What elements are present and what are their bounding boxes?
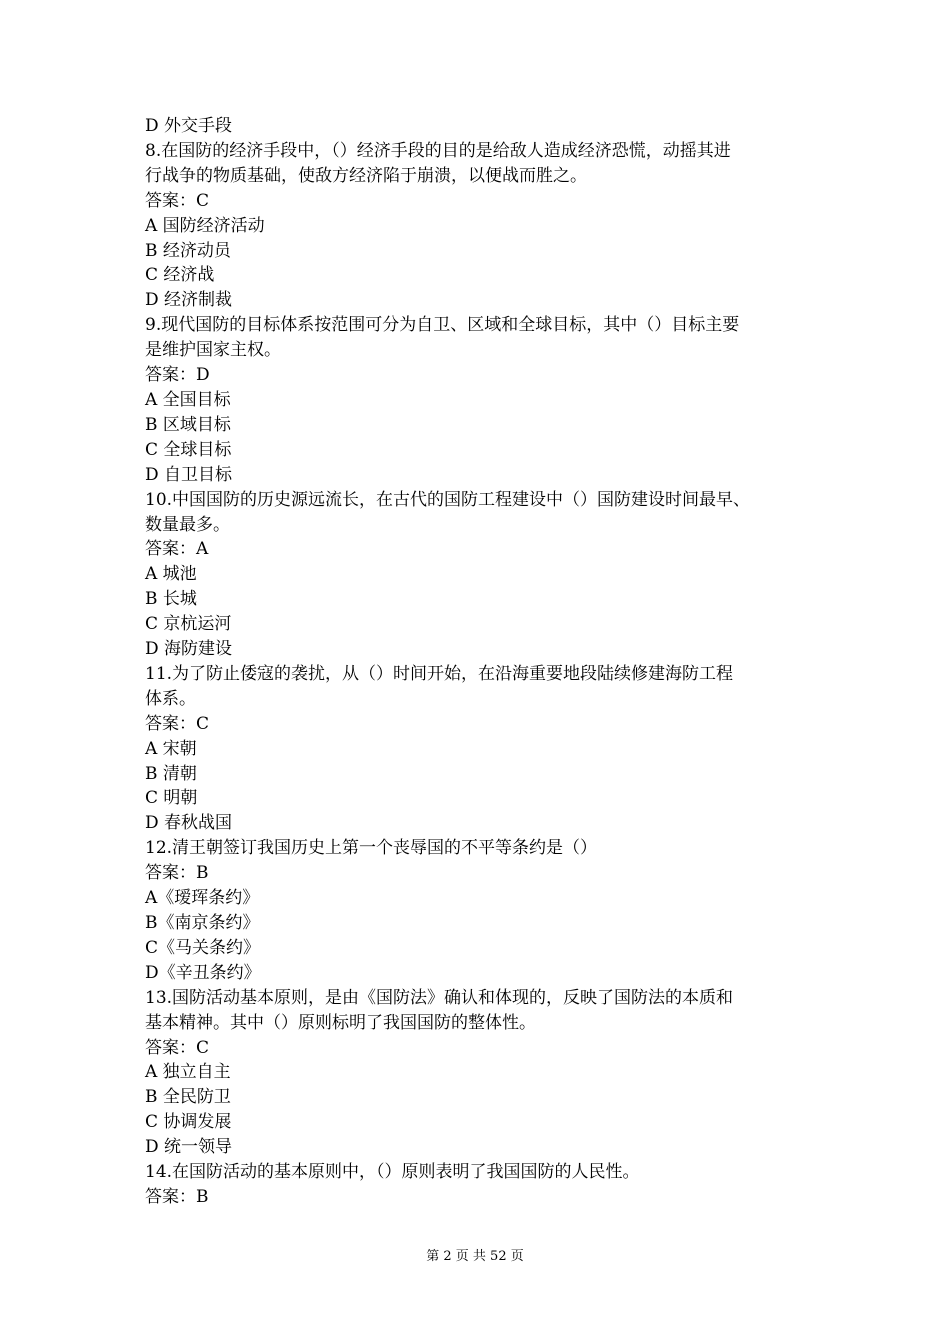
text-line: 答案：C: [145, 190, 210, 211]
text-line: D 自卫目标: [145, 464, 233, 485]
text-line: B 全民防卫: [145, 1087, 231, 1108]
text-line: 11.为了防止倭寇的袭扰，从（）时间开始，在沿海重要地段陆续修建海防工程: [145, 663, 734, 684]
text-line: C《马关条约》: [145, 937, 261, 958]
text-line: 答案：B: [145, 1186, 209, 1207]
text-line: D 海防建设: [145, 639, 233, 660]
text-line: 答案：A: [145, 539, 209, 560]
text-line: C 全球目标: [145, 439, 232, 460]
text-line: 14.在国防活动的基本原则中，（）原则表明了我国国防的人民性。: [145, 1162, 640, 1183]
text-line: 答案：C: [145, 713, 210, 734]
text-line: C 明朝: [145, 788, 198, 809]
document-body: [145, 114, 815, 1210]
text-line: A 全国目标: [145, 389, 231, 410]
text-line: A 独立自主: [145, 1062, 231, 1083]
text-line: A《瑷珲条约》: [145, 888, 260, 909]
text-line: 体系。: [145, 688, 196, 709]
text-line: D 统一领导: [145, 1137, 233, 1158]
text-line: B 清朝: [145, 763, 197, 784]
text-line: 数量最多。: [145, 514, 230, 535]
text-line: 9.现代国防的目标体系按范围可分为自卫、区域和全球目标，其中（）目标主要: [145, 315, 740, 336]
text-line: A 国防经济活动: [145, 215, 265, 236]
text-line: 基本精神。其中（）原则标明了我国国防的整体性。: [145, 1012, 536, 1033]
text-line: C 京杭运河: [145, 614, 232, 635]
text-line: 8.在国防的经济手段中，（）经济手段的目的是给敌人造成经济恐慌，动摇其进: [145, 140, 731, 161]
text-line: A 宋朝: [145, 738, 197, 759]
text-line: A 城池: [145, 564, 197, 585]
text-line: D《辛丑条约》: [145, 962, 261, 983]
text-line: B 长城: [145, 589, 197, 610]
text-line: 12.清王朝签订我国历史上第一个丧辱国的不平等条约是（）: [145, 838, 598, 859]
text-line: 答案：C: [145, 1037, 210, 1058]
page-footer: 第 2 页 共 52 页: [426, 1249, 524, 1264]
text-line: 答案：B: [145, 863, 209, 884]
text-line: 行战争的物质基础，使敌方经济陷于崩溃，以便战而胜之。: [145, 165, 587, 186]
text-line: C 协调发展: [145, 1112, 232, 1133]
text-line: 答案：D: [145, 365, 210, 386]
text-line: D 外交手段: [145, 116, 233, 136]
text-line: 10.中国国防的历史源远流长，在古代的国防工程建设中（）国防建设时间最早、: [145, 489, 751, 510]
text-line: 13.国防活动基本原则，是由《国防法》确认和体现的，反映了国防法的本质和: [145, 987, 734, 1008]
text-line: D 经济制裁: [145, 290, 233, 311]
text-line: B 区域目标: [145, 414, 231, 435]
text-line: B《南京条约》: [145, 913, 260, 933]
text-line: D 春秋战国: [145, 813, 233, 834]
text-line: C 经济战: [145, 265, 215, 286]
text-line: B 经济动员: [145, 240, 231, 261]
text-line: 是维护国家主权。: [145, 340, 281, 361]
